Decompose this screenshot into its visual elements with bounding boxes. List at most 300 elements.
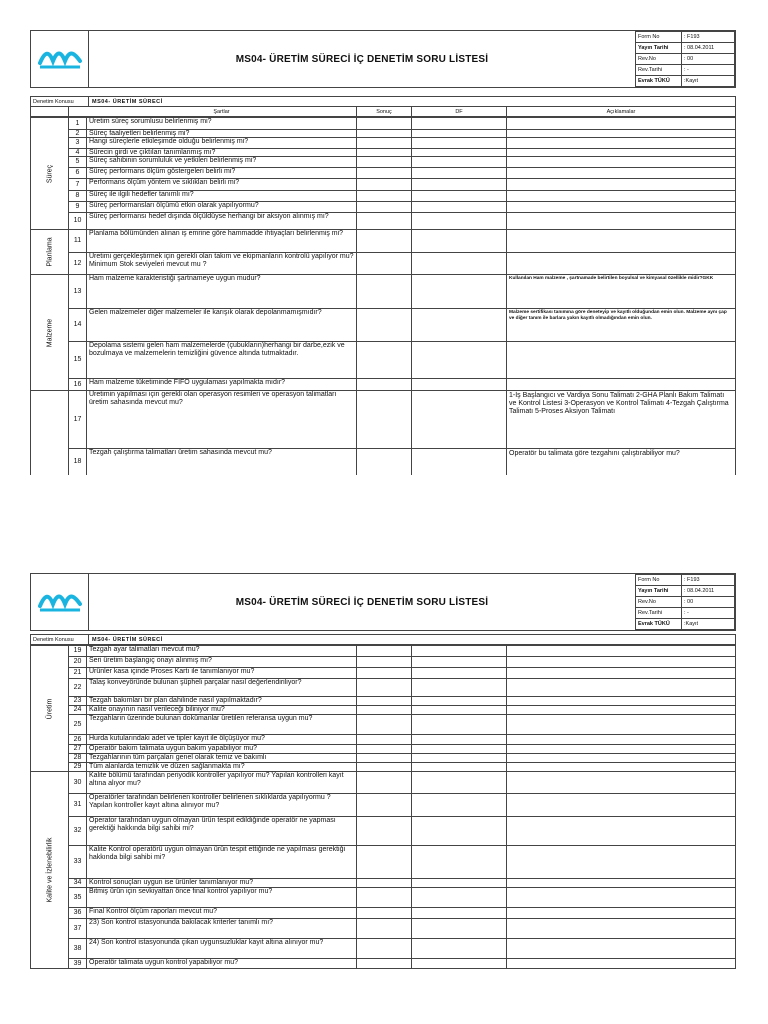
- df-cell[interactable]: [412, 715, 507, 734]
- df-cell[interactable]: [412, 879, 507, 887]
- result-cell[interactable]: [357, 657, 412, 667]
- form-meta-label: Yayın Tarihi: [636, 43, 682, 54]
- question-row: [69, 646, 735, 656]
- question-number: 34: [69, 879, 87, 887]
- question-row: [69, 678, 735, 696]
- question-text: Ham malzeme tüketiminde FIFO uygulaması yapılmakta mıdır?: [87, 379, 357, 390]
- form-meta-value: : 00: [682, 54, 735, 65]
- question-text: Gelen malzemeler diğer malzemeler ile karışık olarak depolanmamışmıdır?: [87, 309, 357, 341]
- form-meta-label: Rev.Tarihi: [636, 608, 682, 619]
- df-cell[interactable]: [412, 745, 507, 753]
- question-row: [69, 341, 735, 378]
- form-meta-label: Evrak TÜKÜ: [636, 76, 682, 87]
- df-cell[interactable]: [412, 794, 507, 816]
- question-number: 11: [69, 230, 87, 252]
- df-cell[interactable]: [412, 668, 507, 678]
- question-number: 28: [69, 754, 87, 762]
- question-text: Sürecin girdi ve çıktıları tanımlanmış mı?: [87, 149, 357, 156]
- result-cell[interactable]: [357, 253, 412, 274]
- notes-cell[interactable]: [507, 879, 735, 887]
- question-text: Ham malzeme karakteristiği şartnameye uygun mudur?: [87, 275, 357, 308]
- question-text: Üretimi gerçekleştirmek için gerekli olan takım ve ekipmanların kontrolü yapılıyor mu? Minimum Stok seviyeleri mevcut mu ?: [87, 253, 357, 274]
- question-number: 2: [69, 130, 87, 137]
- question-row: [69, 753, 735, 762]
- df-cell[interactable]: [412, 657, 507, 667]
- question-number: 6: [69, 168, 87, 178]
- notes-cell[interactable]: [507, 939, 735, 958]
- question-text: Seri üretim başlangıç onayı alınmış mı?: [87, 657, 357, 667]
- result-cell[interactable]: [357, 168, 412, 178]
- form-meta-value: :Kayıt: [682, 76, 735, 87]
- df-cell[interactable]: [412, 697, 507, 705]
- question-row: [69, 148, 735, 156]
- df-cell[interactable]: [412, 342, 507, 378]
- question-row: [69, 378, 735, 390]
- question-row: [69, 212, 735, 229]
- page-1-header: [30, 30, 736, 88]
- question-row: [69, 793, 735, 816]
- question-row: [69, 201, 735, 212]
- result-cell[interactable]: [357, 879, 412, 887]
- notes-cell[interactable]: [507, 118, 735, 129]
- notes-cell[interactable]: [507, 342, 735, 378]
- question-text: Operatör talimata uygun kontrol yapabiliyor mu?: [87, 959, 357, 968]
- page-2-audit-subject: [30, 634, 736, 645]
- page-1: [30, 30, 736, 475]
- result-cell[interactable]: [357, 230, 412, 252]
- column-result: Sonuç: [357, 107, 412, 116]
- df-cell[interactable]: [412, 202, 507, 212]
- result-cell[interactable]: [357, 379, 412, 390]
- df-cell[interactable]: [412, 309, 507, 341]
- page1-question-table: [30, 117, 736, 475]
- question-number: 36: [69, 908, 87, 918]
- question-text: Tezgah bakımları bir plan dahilinde nasıl yapılmaktadır?: [87, 697, 357, 705]
- logo-wave-icon: [38, 591, 82, 613]
- question-number: 29: [69, 763, 87, 771]
- question-row: [69, 958, 735, 968]
- page-1-form-meta: [635, 31, 735, 87]
- question-number: 32: [69, 817, 87, 845]
- notes-cell[interactable]: [507, 772, 735, 793]
- question-row: [69, 252, 735, 274]
- df-cell[interactable]: [412, 772, 507, 793]
- notes-cell[interactable]: Malzeme sertifikası tanımına göre deneteyip ve kayıtlı olduğundan emin olun. Malzeme aynı çap ve diğer tanım ile barlara yakın kayıtlı olmadığından emin olun.: [509, 310, 727, 321]
- form-meta-label: Rev.No: [636, 597, 682, 608]
- result-cell[interactable]: [357, 668, 412, 678]
- question-row: [69, 118, 735, 129]
- group-label-text: Üretim: [46, 698, 53, 719]
- question-row: [69, 391, 735, 448]
- question-row: [69, 129, 735, 137]
- question-text: Operatörler tarafından belirlenen kontroller belirlenen sıklıklarda yapılıyormu ? Yapılan kontroller kayıt altına alınıyor mu?: [87, 794, 357, 816]
- question-text: Tezgahlarının tüm parçaları genel olarak temiz ve bakımlı: [87, 754, 357, 762]
- form-meta-row: [636, 619, 735, 630]
- question-row: [69, 762, 735, 771]
- result-cell[interactable]: [357, 706, 412, 714]
- df-cell[interactable]: [412, 391, 507, 448]
- notes-cell[interactable]: [507, 735, 735, 744]
- notes-cell[interactable]: [507, 213, 735, 229]
- result-cell[interactable]: [357, 342, 412, 378]
- question-row: [69, 230, 735, 252]
- question-text: Planlama bölümünden alınan iş emrine göre hammadde ihtiyaçları belirlenmiş mi?: [87, 230, 357, 252]
- question-text: Tüm alanlarda temizlik ve düzen sağlanmakta mı?: [87, 763, 357, 771]
- notes-cell[interactable]: [507, 253, 735, 274]
- question-row: [69, 167, 735, 178]
- df-cell[interactable]: [412, 149, 507, 156]
- question-row: [69, 907, 735, 918]
- question-number: 23: [69, 697, 87, 705]
- page-2: [30, 573, 736, 969]
- result-cell[interactable]: [357, 919, 412, 938]
- question-row: [69, 696, 735, 705]
- question-number: 30: [69, 772, 87, 793]
- notes-cell[interactable]: [507, 130, 735, 137]
- notes-cell[interactable]: [507, 919, 735, 938]
- df-cell[interactable]: [412, 763, 507, 771]
- result-cell[interactable]: [357, 735, 412, 744]
- result-cell[interactable]: [357, 646, 412, 656]
- df-cell[interactable]: [412, 959, 507, 968]
- audit-subject-value: MS04- ÜRETİM SÜRECİ: [92, 636, 163, 643]
- column-blank: [31, 107, 69, 116]
- df-cell[interactable]: [412, 679, 507, 696]
- page-2-title: MS04- ÜRETİM SÜRECİ İÇ DENETİM SORU LİSTESİ: [235, 596, 489, 608]
- form-meta-value: :Kayıt: [682, 619, 735, 630]
- form-meta-value: : 08.04.2011: [682, 586, 735, 597]
- question-row: [69, 656, 735, 667]
- form-meta-label: Form No: [636, 575, 682, 586]
- question-text: Performans ölçüm yöntem ve sıklıkları belirli mi?: [87, 179, 357, 190]
- question-number: 31: [69, 794, 87, 816]
- form-meta-row: [636, 608, 735, 619]
- question-group: [31, 645, 735, 771]
- question-text: Depolama sistemi gelen ham malzemelerde (çubukların)herhangi bir darbe,ezik ve bozulmaya ve malzemelerin temizliğini güvence altında tutmaktadır.: [87, 342, 357, 378]
- notes-cell[interactable]: [507, 379, 735, 390]
- result-cell[interactable]: [357, 846, 412, 878]
- result-cell[interactable]: [357, 888, 412, 907]
- group-label: [31, 275, 69, 390]
- notes-cell[interactable]: [507, 794, 735, 816]
- form-meta-row: [636, 76, 735, 87]
- df-cell[interactable]: [412, 275, 507, 308]
- question-number: 3: [69, 138, 87, 148]
- question-number: 26: [69, 735, 87, 744]
- form-meta-value: : 08.04.2011: [682, 43, 735, 54]
- question-number: 19: [69, 646, 87, 656]
- question-number: 27: [69, 745, 87, 753]
- question-group: [31, 229, 735, 274]
- question-row: [69, 275, 735, 308]
- column-criteria: Şartlar: [87, 107, 357, 116]
- result-cell[interactable]: [357, 939, 412, 958]
- question-text: 24) Son kontrol istasyonunda çıkan uygunsuzluklar kayıt altına alınıyor mu?: [87, 939, 357, 958]
- question-text: Kontrol sonuçları uygun ise ürünler tanımlanıyor mu?: [87, 879, 357, 887]
- result-cell[interactable]: [357, 959, 412, 968]
- page-1-column-header: [30, 107, 736, 117]
- audit-subject-value: MS04- ÜRETİM SÜRECİ: [92, 98, 163, 105]
- question-row: [69, 744, 735, 753]
- group-rows: [69, 772, 735, 968]
- question-text: Kalite onayının nasıl verileceği biliniyor mu?: [87, 706, 357, 714]
- question-text: Süreç sahibinin sorumluluk ve yetkileri belirlenmiş mi?: [87, 157, 357, 167]
- page-2-header: [30, 573, 736, 631]
- question-text: Hurda kutularındaki adet ve tipler kayıt ile ölçüşüyor mu?: [87, 735, 357, 744]
- group-rows: [69, 646, 735, 771]
- question-number: 15: [69, 342, 87, 378]
- page-2-form-meta: [635, 574, 735, 630]
- notes-cell[interactable]: [507, 179, 735, 190]
- question-text: Kalite Kontrol operatörü uygun olmayan ürün tespit ettiğinde ne yapılması gerektiği hakkında bilgi sahibi mi?: [87, 846, 357, 878]
- question-text: Hangi süreçlerle etkileşimde olduğu belirlenmiş mi?: [87, 138, 357, 148]
- result-cell[interactable]: [357, 157, 412, 167]
- form-meta-row: [636, 32, 735, 43]
- result-cell[interactable]: [357, 202, 412, 212]
- group-label-text: Malzeme: [46, 318, 53, 347]
- question-row: [69, 156, 735, 167]
- df-cell[interactable]: [412, 379, 507, 390]
- notes-cell[interactable]: [507, 706, 735, 714]
- df-cell[interactable]: [412, 130, 507, 137]
- question-row: [69, 714, 735, 734]
- column-blank: [69, 107, 87, 116]
- question-text: Final Kontrol ölçüm raporları mevcut mu?: [87, 908, 357, 918]
- question-number: 12: [69, 253, 87, 274]
- audit-subject-label: Denetim Konusu: [31, 635, 89, 644]
- question-text: Operator tarafından uygun olmayan ürün tespit edildiğinde operatör ne yapması gerektiği hakkında bilgi sahibi mi?: [87, 817, 357, 845]
- df-cell[interactable]: [412, 706, 507, 714]
- notes-cell[interactable]: [507, 763, 735, 771]
- form-meta-row: [636, 575, 735, 586]
- question-text: 23) Son kontrol istasyonunda bakılacak kriterler tanımlı mı?: [87, 919, 357, 938]
- form-meta-row: [636, 43, 735, 54]
- result-cell[interactable]: [357, 138, 412, 148]
- notes-cell[interactable]: [507, 715, 735, 734]
- question-text: Operatör bakım talimata uygun bakım yapabiliyor mu?: [87, 745, 357, 753]
- question-row: [69, 705, 735, 714]
- df-cell[interactable]: [412, 939, 507, 958]
- form-meta-value: : F193: [682, 575, 735, 586]
- notes-cell[interactable]: [507, 846, 735, 878]
- question-number: 22: [69, 679, 87, 696]
- question-text: Üretimin yapılması için gerekli olan operasyon resimleri ve operasyon talimatları üretim sahasında mevcut mu?: [87, 391, 357, 448]
- notes-cell[interactable]: Kullanılan Ham malzeme , şartnamade belirtilen boyulsal ve kimyasal özellikle midir?GKK: [509, 276, 714, 281]
- question-text: Talaş konveyöründe bulunan şüpheli parçalar nasıl değerlendiriliyor?: [87, 679, 357, 696]
- notes-cell[interactable]: [507, 754, 735, 762]
- notes-cell[interactable]: [507, 202, 735, 212]
- form-meta-label: Rev.No: [636, 54, 682, 65]
- question-number: 13: [69, 275, 87, 308]
- df-cell[interactable]: [412, 846, 507, 878]
- question-group: [31, 117, 735, 229]
- question-text: Süreç performans ölçüm göstergeleri belirli mi?: [87, 168, 357, 178]
- form-meta-label: Yayın Tarihi: [636, 586, 682, 597]
- column-df: DF: [412, 107, 507, 116]
- question-row: [69, 887, 735, 907]
- question-number: 16: [69, 379, 87, 390]
- question-text: Süreç performansları ölçümü etkin olarak yapılıyormu?: [87, 202, 357, 212]
- column-notes: Açıklamalar: [606, 108, 636, 115]
- question-number: 1: [69, 118, 87, 129]
- question-text: Süreç ile ilgili hedefler tanımlı mı?: [87, 191, 357, 201]
- question-group: [31, 771, 735, 968]
- question-number: 18: [69, 449, 87, 475]
- question-number: 21: [69, 668, 87, 678]
- result-cell[interactable]: [357, 908, 412, 918]
- logo-wave-icon: [38, 48, 82, 70]
- question-row: [69, 178, 735, 190]
- group-label: [31, 772, 69, 968]
- page-1-audit-subject: [30, 96, 736, 107]
- form-meta-label: Rev.Tarihi: [636, 65, 682, 76]
- df-cell[interactable]: [412, 138, 507, 148]
- question-row: [69, 448, 735, 475]
- question-text: Süreç faaliyetleri belirlenmiş mi?: [87, 130, 357, 137]
- group-rows: [69, 391, 735, 475]
- df-cell[interactable]: [412, 735, 507, 744]
- notes-cell[interactable]: Operatör bu talimata göre tezgahını çalıştırabiliyor mu?: [509, 450, 680, 457]
- question-row: [69, 938, 735, 958]
- notes-cell[interactable]: [507, 888, 735, 907]
- form-meta-row: [636, 65, 735, 76]
- group-label: [31, 118, 69, 229]
- result-cell[interactable]: [357, 754, 412, 762]
- group-rows: [69, 118, 735, 229]
- notes-cell[interactable]: [507, 745, 735, 753]
- result-cell[interactable]: [357, 130, 412, 137]
- notes-cell[interactable]: [507, 657, 735, 667]
- notes-cell[interactable]: [507, 230, 735, 252]
- result-cell[interactable]: [357, 772, 412, 793]
- notes-cell[interactable]: [507, 646, 735, 656]
- question-text: Tezgah ayar talimatları mevcut mu?: [87, 646, 357, 656]
- notes-cell[interactable]: [507, 679, 735, 696]
- question-number: 25: [69, 715, 87, 734]
- df-cell[interactable]: [412, 118, 507, 129]
- notes-cell[interactable]: [507, 149, 735, 156]
- question-number: 20: [69, 657, 87, 667]
- form-meta-row: [636, 586, 735, 597]
- question-row: [69, 772, 735, 793]
- page-1-title: MS04- ÜRETİM SÜRECİ İÇ DENETİM SORU LİSTESİ: [235, 53, 489, 65]
- question-row: [69, 918, 735, 938]
- question-number: 7: [69, 179, 87, 190]
- question-text: Kalite bölümü tarafından periyodik kontroller yapılıyor mu? Yapılan kontrolleri kayıt altına alıyor mu?: [87, 772, 357, 793]
- result-cell[interactable]: [357, 275, 412, 308]
- group-label: [31, 646, 69, 771]
- df-cell[interactable]: [412, 157, 507, 167]
- result-cell[interactable]: [357, 763, 412, 771]
- df-cell[interactable]: [412, 449, 507, 475]
- result-cell[interactable]: [357, 118, 412, 129]
- group-label-text: Kalite ve İzlenebilirlik: [46, 837, 53, 903]
- result-cell[interactable]: [357, 179, 412, 190]
- result-cell[interactable]: [357, 697, 412, 705]
- question-number: 35: [69, 888, 87, 907]
- result-cell[interactable]: [357, 309, 412, 341]
- group-label-text: Süreç: [46, 164, 53, 183]
- question-number: 38: [69, 939, 87, 958]
- result-cell[interactable]: [357, 817, 412, 845]
- question-text: Süreç performansı hedef dışında ölçüldüyse herhangi bir aksiyon alınmış mı?: [87, 213, 357, 229]
- notes-cell[interactable]: [507, 908, 735, 918]
- df-cell[interactable]: [412, 191, 507, 201]
- df-cell[interactable]: [412, 253, 507, 274]
- result-cell[interactable]: [357, 745, 412, 753]
- form-meta-value: : F193: [682, 32, 735, 43]
- question-number: 10: [69, 213, 87, 229]
- form-meta-label: Evrak TÜKÜ: [636, 619, 682, 630]
- df-cell[interactable]: [412, 754, 507, 762]
- notes-cell[interactable]: 1-İş Başlangıcı ve Vardiya Sonu Talimatı 2-GHA Planlı Bakım Talimatı ve Kontrol Listesi 3-Operasyon ve Kontrol Talimatı 4-Tezgah Çalıştırma Talimatı 5-Proses Aksiyon Talimatı: [509, 392, 729, 415]
- result-cell[interactable]: [357, 449, 412, 475]
- group-label-text: Planlama: [46, 237, 53, 267]
- df-cell[interactable]: [412, 179, 507, 190]
- notes-cell[interactable]: [507, 168, 735, 178]
- result-cell[interactable]: [357, 391, 412, 448]
- notes-cell[interactable]: [507, 697, 735, 705]
- question-number: 4: [69, 149, 87, 156]
- form-meta-value: : 00: [682, 597, 735, 608]
- question-row: [69, 734, 735, 744]
- question-text: Tezgahların üzerinde bulunan dokümanlar üretilen referansa uygun mu?: [87, 715, 357, 734]
- group-label: [31, 391, 69, 475]
- page2-question-table: [30, 645, 736, 969]
- form-meta-row: [636, 54, 735, 65]
- result-cell[interactable]: [357, 191, 412, 201]
- question-number: 8: [69, 191, 87, 201]
- question-number: 5: [69, 157, 87, 167]
- group-rows: [69, 230, 735, 274]
- df-cell[interactable]: [412, 919, 507, 938]
- notes-cell[interactable]: [507, 817, 735, 845]
- notes-cell[interactable]: [507, 157, 735, 167]
- df-cell[interactable]: [412, 213, 507, 229]
- result-cell[interactable]: [357, 715, 412, 734]
- form-meta-value: : -: [682, 608, 735, 619]
- group-rows: [69, 275, 735, 390]
- notes-cell[interactable]: [507, 959, 735, 968]
- question-row: [69, 190, 735, 201]
- question-row: [69, 137, 735, 148]
- df-cell[interactable]: [412, 908, 507, 918]
- notes-cell[interactable]: [507, 138, 735, 148]
- question-text: Ürünler kasa içinde Proses Kartı ile tanımlanıyor mu?: [87, 668, 357, 678]
- group-label: [31, 230, 69, 274]
- notes-cell[interactable]: [507, 191, 735, 201]
- df-cell[interactable]: [412, 168, 507, 178]
- df-cell[interactable]: [412, 817, 507, 845]
- result-cell[interactable]: [357, 679, 412, 696]
- df-cell[interactable]: [412, 646, 507, 656]
- result-cell[interactable]: [357, 149, 412, 156]
- question-number: 17: [69, 391, 87, 448]
- df-cell[interactable]: [412, 230, 507, 252]
- question-number: 24: [69, 706, 87, 714]
- notes-cell[interactable]: [507, 668, 735, 678]
- question-number: 9: [69, 202, 87, 212]
- question-text: Tezgah çalıştırma talimatları üretim sahasında mevcut mu?: [87, 449, 357, 475]
- company-logo: [31, 574, 89, 630]
- df-cell[interactable]: [412, 888, 507, 907]
- result-cell[interactable]: [357, 794, 412, 816]
- question-number: 39: [69, 959, 87, 968]
- question-text: Bitmiş ürün için sevkiyattan önce final kontrol yapılıyor mu?: [87, 888, 357, 907]
- question-row: [69, 816, 735, 845]
- question-number: 14: [69, 309, 87, 341]
- result-cell[interactable]: [357, 213, 412, 229]
